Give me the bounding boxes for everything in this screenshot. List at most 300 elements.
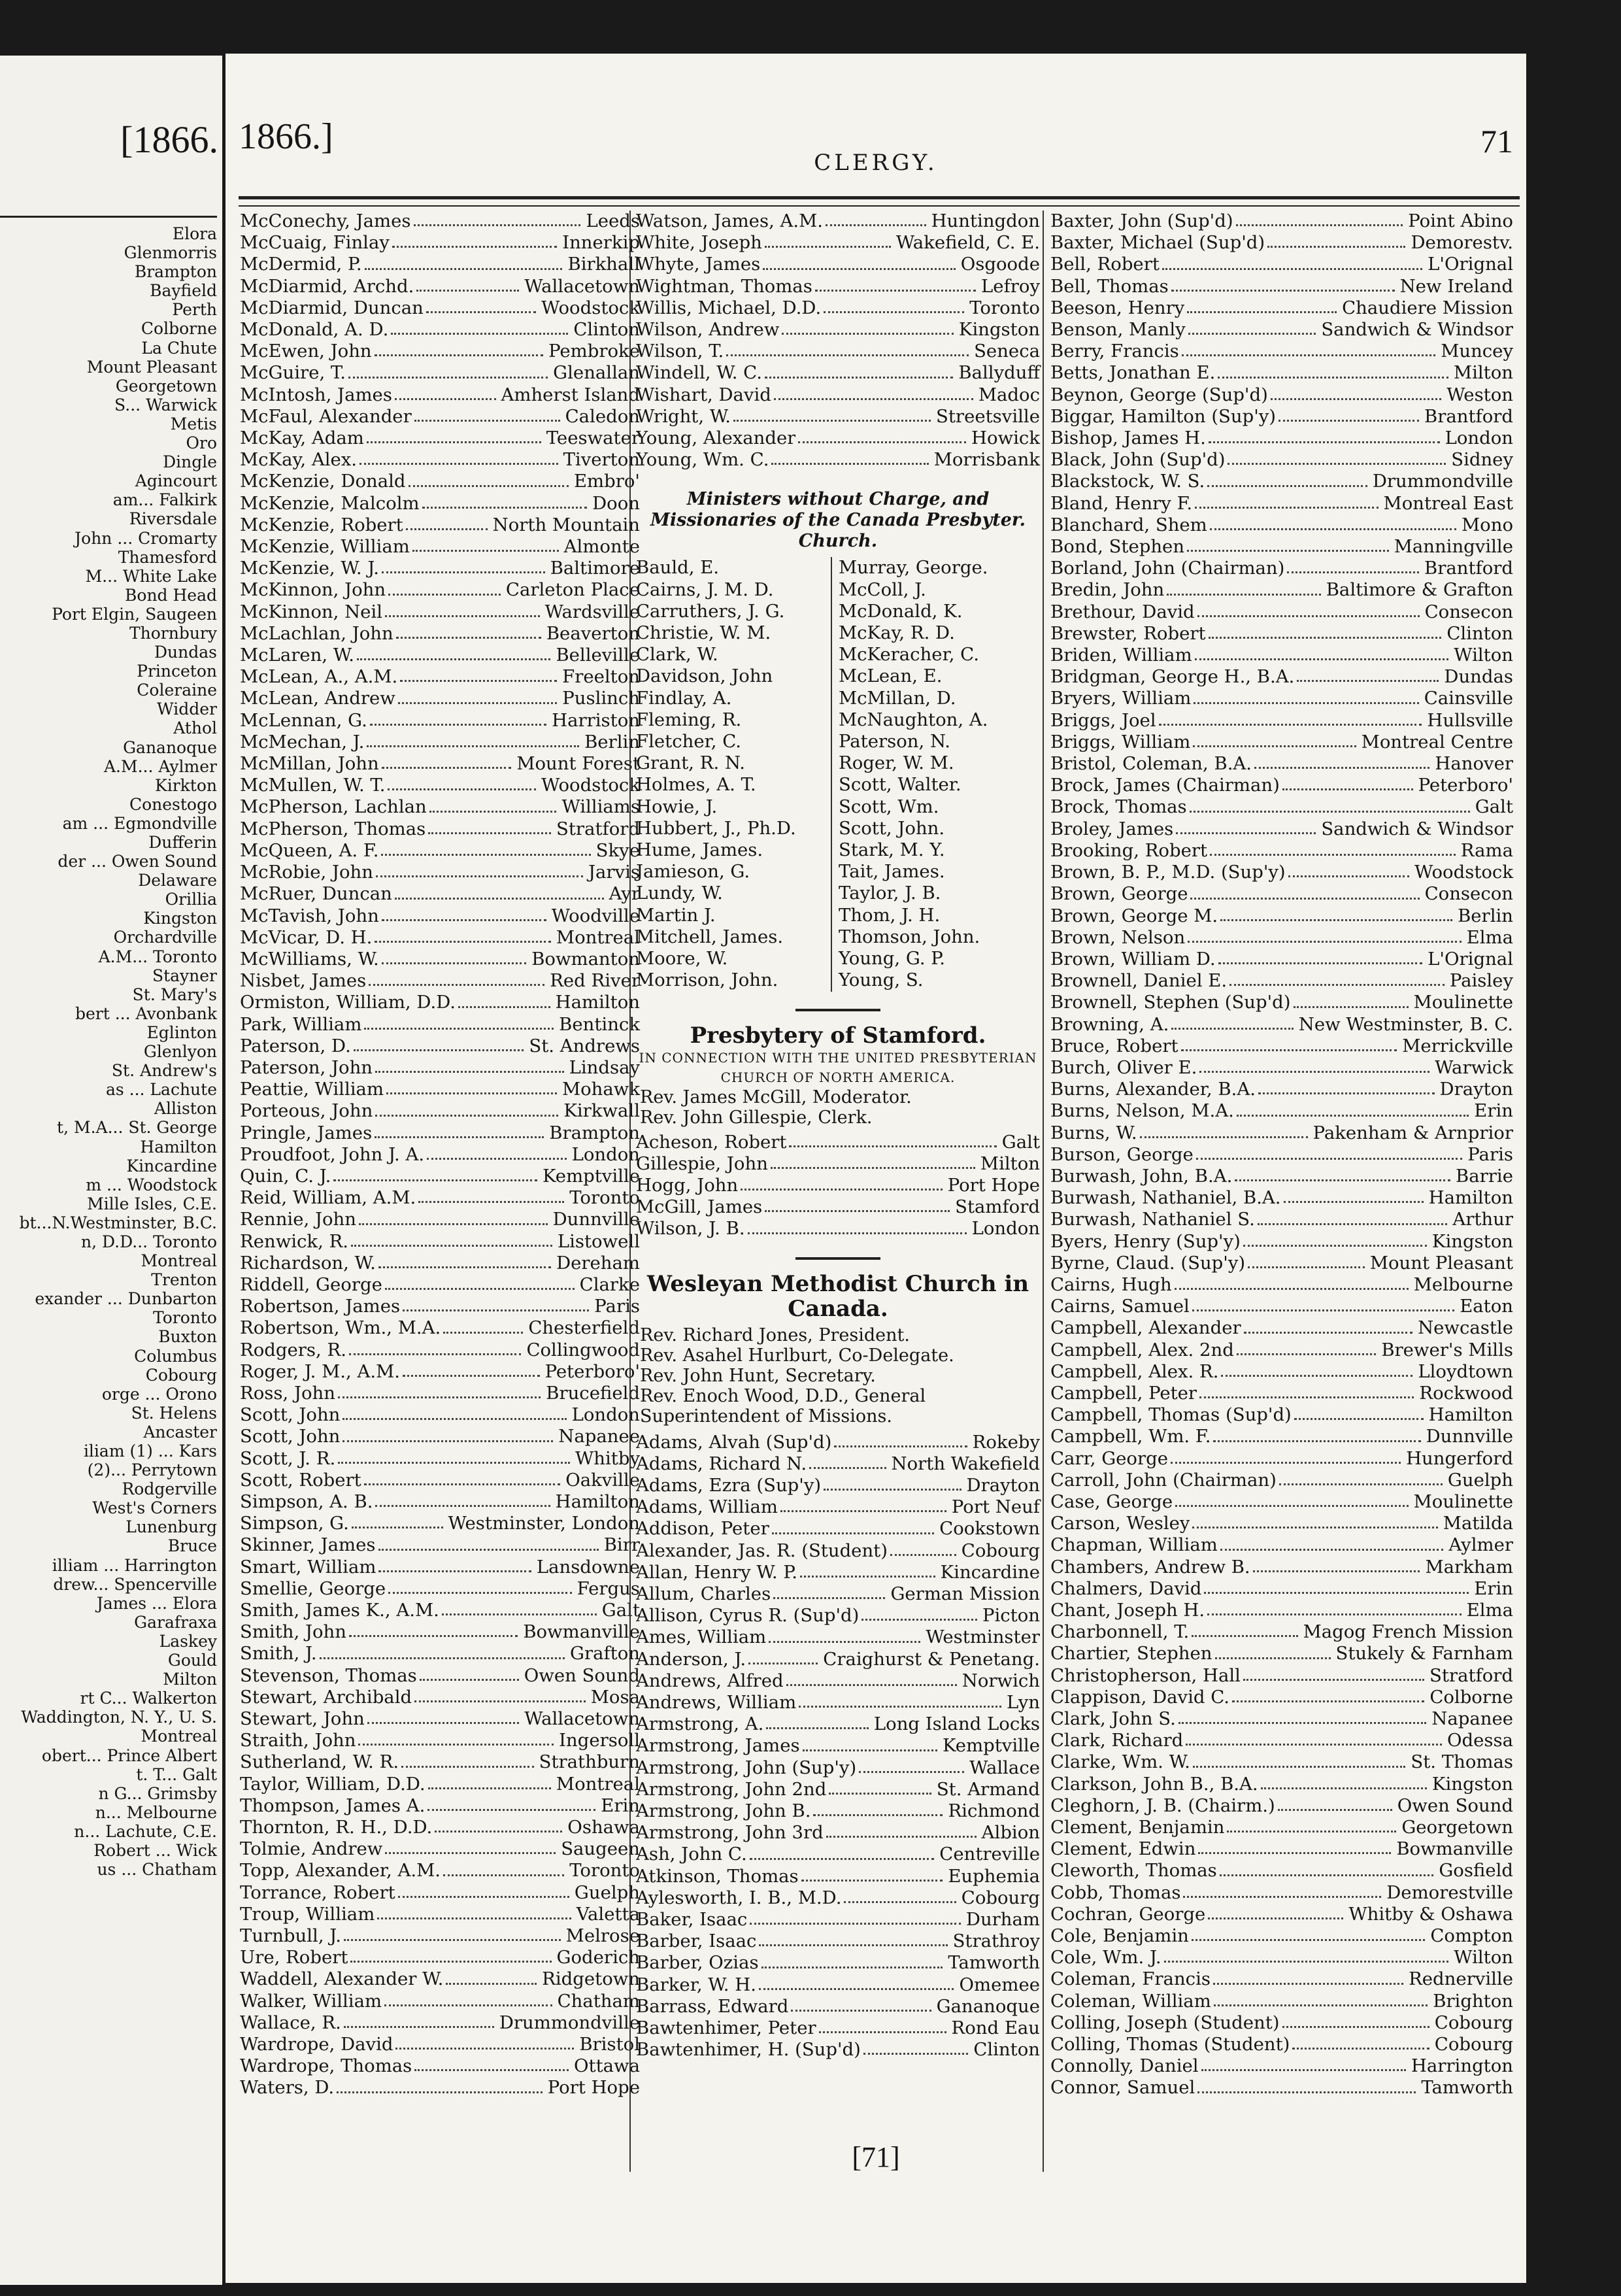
directory-entry — [240, 1621, 640, 1643]
entry-name: Torrance, Robert — [240, 1882, 395, 1903]
left-page-entry: Perth — [172, 300, 217, 320]
left-page-entry: am... Falkirk — [112, 490, 217, 510]
minister-name: Bauld, E. — [636, 557, 720, 579]
entry-name: McQueen, A. F. — [240, 839, 379, 861]
entry-place: Dunnville — [1426, 1426, 1513, 1447]
entry-place: Montreal — [556, 1773, 640, 1795]
entry-place: Ridgetown — [542, 1968, 640, 1990]
minister-name: Murray, George. — [839, 557, 988, 579]
entry-name: Allison, Cyrus R. (Sup'd) — [636, 1605, 860, 1627]
leader-dots — [320, 1643, 565, 1659]
left-page-entry: St. Helens — [131, 1403, 217, 1423]
directory-entry — [240, 1123, 640, 1144]
entry-name: Bell, Thomas — [1050, 275, 1169, 297]
directory-entry — [240, 1795, 640, 1817]
left-page-entry: Widder — [156, 700, 217, 719]
entry-place: North Wakefield — [891, 1453, 1040, 1474]
entry-place: Wardsville — [544, 601, 640, 622]
entry-place: Berlin — [1458, 905, 1513, 926]
leader-dots — [1175, 1491, 1408, 1507]
wesleyan-officer: Rev. Enoch Wood, D.D., General Superintendent of Missions. — [640, 1385, 926, 1427]
entry-name: Connolly, Daniel — [1050, 2055, 1199, 2077]
entry-name: Burwash, Nathaniel S. — [1050, 1209, 1255, 1230]
directory-entry — [1050, 232, 1513, 254]
directory-entry — [1050, 2034, 1513, 2055]
left-page-fragment — [0, 56, 222, 2285]
entry-name: Armstrong, John (Sup'y) — [636, 1757, 857, 1778]
entry-place: Kingston — [958, 319, 1040, 341]
directory-entry — [636, 1996, 1040, 2017]
entry-place: Peterboro' — [544, 1360, 640, 1382]
entry-name: Scott, J. R. — [240, 1447, 336, 1469]
entry-place: London — [1445, 428, 1513, 449]
page-header — [226, 90, 1526, 176]
leader-dots — [890, 1540, 956, 1556]
entry-place: Lyn — [1006, 1691, 1040, 1713]
entry-name: Gillespie, John — [636, 1153, 768, 1174]
directory-entry — [1050, 1774, 1513, 1795]
leader-dots — [1192, 1296, 1454, 1311]
entry-place: Paisley — [1449, 970, 1513, 992]
leader-dots — [863, 2039, 968, 2055]
directory-entry — [240, 1296, 640, 1317]
directory-entry — [240, 1036, 640, 1057]
leader-dots — [370, 710, 546, 726]
leader-dots — [343, 1404, 566, 1420]
entry-place: Caledon — [565, 405, 640, 427]
directory-entry — [1050, 1209, 1513, 1230]
left-page-entry: Gananoque — [123, 737, 217, 757]
minister-name: Thomson, John. — [839, 926, 980, 947]
leader-dots — [861, 1605, 977, 1621]
directory-entry — [240, 232, 640, 254]
entry-place: Paris — [1467, 1143, 1513, 1165]
entry-name: Windell, W. C. — [636, 362, 762, 384]
entry-name: Richardson, W. — [240, 1252, 376, 1274]
minister-name: Scott, Walter. — [839, 774, 961, 796]
entry-name: Armstrong, John 2nd — [636, 1778, 827, 1800]
entry-name: McWilliams, W. — [240, 948, 379, 970]
directory-entry — [240, 536, 640, 558]
entry-place: Stratford — [1429, 1664, 1513, 1686]
left-page-entry: m ... Woodstock — [86, 1175, 217, 1194]
leader-dots — [726, 341, 969, 356]
header-rule-thin — [239, 205, 1520, 207]
entry-place: Wakefield, C. E. — [895, 232, 1040, 254]
directory-entry — [1050, 1947, 1513, 1968]
leader-dots — [400, 666, 557, 682]
entry-place: Listowell — [557, 1230, 640, 1252]
directory-entry — [1050, 1296, 1513, 1317]
entry-place: Wilton — [1454, 645, 1513, 666]
leader-dots — [1198, 1838, 1391, 1854]
entry-name: Rennie, John — [240, 1209, 356, 1230]
directory-entry — [1050, 710, 1513, 732]
entry-name: Scott, John — [240, 1404, 341, 1426]
directory-entry — [636, 1132, 1040, 1153]
leader-dots — [382, 905, 546, 921]
entry-place: Lansdowne — [536, 1556, 640, 1578]
entry-name: Barber, Ozias — [636, 1952, 759, 1974]
entry-name: McLaren, W. — [240, 645, 355, 666]
entry-name: Bland, Henry F. — [1050, 492, 1193, 514]
entry-place: Pakenham & Arnprior — [1312, 1122, 1513, 1143]
leader-dots — [791, 1996, 931, 2012]
entry-place: Milton — [1453, 362, 1513, 384]
left-page-entry: James ... Elora — [96, 1593, 217, 1613]
entry-name: Wishart, David — [636, 384, 771, 405]
leader-dots — [759, 1931, 947, 1946]
entry-place: St. Thomas — [1411, 1751, 1513, 1773]
entry-place: Gosfield — [1439, 1860, 1513, 1882]
left-page-entry: Oro — [186, 433, 217, 453]
directory-entry — [1050, 1100, 1513, 1122]
directory-entry — [240, 1991, 640, 2012]
leader-dots — [375, 1491, 550, 1507]
minister-name: McNaughton, A. — [839, 709, 988, 730]
left-page-entry: Laskey — [159, 1631, 217, 1651]
directory-entry — [240, 211, 640, 232]
entry-place: Mohawk — [561, 1079, 640, 1100]
directory-entry — [1050, 362, 1513, 384]
entry-place: Chaudiere Mission — [1342, 297, 1513, 318]
entry-name: McEwen, John — [240, 341, 372, 362]
directory-entry — [240, 558, 640, 579]
directory-entry — [240, 883, 640, 905]
entry-place: Birkhall — [567, 254, 640, 275]
leader-dots — [376, 862, 583, 877]
entry-place: Morrisbank — [933, 449, 1040, 471]
directory-entry — [636, 232, 1040, 254]
directory-entry — [636, 1909, 1040, 1931]
leader-dots — [1221, 1361, 1412, 1377]
entry-name: Campbell, Alexander — [1050, 1317, 1241, 1339]
leader-dots — [358, 1730, 554, 1746]
entry-place: Grafton — [569, 1643, 640, 1664]
directory-entry — [1050, 297, 1513, 319]
entry-place: Point Abino — [1408, 211, 1513, 231]
leader-dots — [375, 341, 543, 356]
entry-name: Park, William — [240, 1013, 362, 1035]
directory-entry — [636, 1866, 1040, 1887]
leader-dots — [769, 1627, 920, 1642]
leader-dots — [367, 428, 541, 443]
directory-entry — [240, 840, 640, 862]
leader-dots — [384, 1991, 552, 2006]
directory-entry — [240, 362, 640, 384]
left-page-entry: Riversdale — [129, 509, 217, 529]
entry-name: Ormiston, William, D.D. — [240, 992, 456, 1013]
entry-place: Baltimore & Grafton — [1326, 579, 1513, 601]
entry-name: Byers, Henry (Sup'y) — [1050, 1230, 1241, 1252]
leader-dots — [420, 1665, 519, 1681]
directory-entry — [240, 1578, 640, 1600]
minister-name: Scott, John. — [839, 817, 945, 839]
left-page-entry: der ... Owen Sound — [58, 852, 217, 871]
leader-dots — [350, 1947, 551, 1963]
leader-dots — [1235, 1166, 1450, 1181]
entry-place: Hullsville — [1427, 709, 1513, 731]
left-page-entry: Glenlyon — [143, 1042, 217, 1062]
leader-dots — [391, 319, 568, 335]
entry-name: Wilson, J. B. — [636, 1218, 745, 1240]
entry-place: Weston — [1446, 384, 1513, 405]
entry-place: Galt — [1475, 796, 1513, 818]
leader-dots — [780, 1496, 946, 1512]
directory-entry — [636, 1931, 1040, 1952]
leader-dots — [1213, 1968, 1403, 1984]
directory-entry — [1050, 1404, 1513, 1426]
entry-name: Simpson, A. B. — [240, 1491, 373, 1512]
entry-place: Odessa — [1446, 1730, 1513, 1751]
entry-place: German Mission — [890, 1583, 1040, 1604]
entry-name: Brown, William D. — [1050, 948, 1216, 970]
entry-place: Wilton — [1454, 1947, 1513, 1968]
entry-place: Sandwich & Windsor — [1321, 319, 1513, 341]
left-page-entry: Hamilton — [140, 1137, 217, 1156]
leader-dots — [427, 1795, 595, 1811]
left-page-entry: bt...N.Westminster, B.C. — [19, 1213, 217, 1232]
entry-name: Colling, Joseph (Student) — [1050, 2012, 1280, 2033]
directory-entry — [636, 1757, 1040, 1779]
leader-dots — [1278, 1795, 1392, 1811]
left-page-year: [1866. — [120, 118, 218, 161]
stamford-clerk: Rev. John Gillespie, Clerk. — [640, 1107, 873, 1128]
entry-place: Dundas — [1444, 666, 1513, 688]
entry-name: Robertson, James — [240, 1296, 401, 1317]
entry-name: Cobb, Thomas — [1050, 1882, 1181, 1903]
entry-name: Nisbet, James — [240, 970, 367, 992]
entry-place: Melrose — [565, 1925, 640, 1947]
entry-name: Simpson, G. — [240, 1513, 349, 1534]
leader-dots — [422, 493, 588, 509]
directory-entry — [636, 319, 1040, 341]
entry-place: Kemptville — [942, 1735, 1040, 1757]
entry-place: Tamworth — [948, 1952, 1040, 1974]
entry-name: Riddell, George — [240, 1274, 382, 1295]
entry-place: Drayton — [966, 1474, 1040, 1496]
entry-place: Hanover — [1435, 753, 1513, 775]
directory-entry — [1050, 211, 1513, 232]
left-page-entry: Lunenburg — [125, 1517, 217, 1537]
entry-place: Seneca — [974, 341, 1040, 362]
entry-place: Leeds — [586, 211, 640, 231]
entry-name: Christopherson, Hall — [1050, 1664, 1241, 1686]
left-page-entry: Ancaster — [143, 1422, 217, 1442]
leader-dots — [414, 1687, 586, 1702]
entry-place: Chatham — [557, 1990, 640, 2012]
entry-place: Glenallan — [553, 362, 640, 384]
directory-entry — [1050, 428, 1513, 449]
entry-name: Clarkson, John B., B.A. — [1050, 1773, 1258, 1795]
leader-dots — [1248, 1253, 1365, 1268]
entry-name: Armstrong, James — [636, 1735, 800, 1757]
directory-entry — [1050, 1187, 1513, 1209]
directory-entry — [240, 579, 640, 601]
entry-name: Robertson, Wm., M.A. — [240, 1317, 441, 1339]
entry-name: Cairns, Samuel — [1050, 1296, 1190, 1317]
entry-name: McIntosh, James — [240, 384, 392, 405]
leader-dots — [1199, 1383, 1414, 1398]
minister-name: Howie, J. — [636, 796, 718, 817]
directory-entry — [240, 1882, 640, 1904]
left-page-entry: Alliston — [154, 1099, 217, 1119]
entry-place: Kirkwall — [563, 1100, 640, 1122]
entry-place: Hungerford — [1406, 1447, 1513, 1469]
directory-entry — [1050, 1470, 1513, 1491]
entry-place: Long Island Locks — [873, 1714, 1040, 1735]
entry-place: Brantford — [1424, 558, 1513, 579]
left-page-entry: Port Elgin, Saugeen — [52, 604, 217, 624]
entry-name: Thornton, R. H., D.D. — [240, 1817, 433, 1838]
directory-entry — [636, 1453, 1040, 1475]
leader-dots — [378, 1253, 551, 1268]
entry-place: Manningville — [1394, 536, 1513, 558]
directory-entry — [240, 406, 640, 428]
entry-place: Mount Pleasant — [1369, 1252, 1513, 1274]
entry-place: Arthur — [1452, 1209, 1513, 1230]
leader-dots — [809, 1453, 886, 1469]
directory-entry — [636, 2017, 1040, 2039]
entry-place: Wallacetown — [524, 275, 640, 297]
entry-place: Colborne — [1429, 1686, 1513, 1708]
entry-place: Mono — [1462, 514, 1513, 535]
entry-name: Proudfoot, John J. A. — [240, 1143, 425, 1165]
leader-dots — [1215, 1643, 1331, 1659]
leader-dots — [385, 1274, 575, 1290]
wesleyan-title: Wesleyan Methodist Church in Canada. — [646, 1270, 1029, 1322]
directory-entry — [1050, 558, 1513, 579]
entry-name: McMullen, W. T. — [240, 775, 386, 796]
leader-dots — [1164, 1947, 1449, 1963]
leader-dots — [1220, 1534, 1444, 1550]
entry-name: Connor, Samuel — [1050, 2077, 1195, 2099]
entry-place: St. Andrews — [529, 1035, 640, 1056]
entry-place: Clinton — [573, 319, 640, 341]
entry-name: Brown, B. P., M.D. (Sup'y) — [1050, 862, 1286, 883]
ministers-list — [636, 557, 1040, 991]
leader-dots — [395, 2034, 574, 2050]
entry-name: Beeson, Henry — [1050, 297, 1185, 318]
directory-entry — [1050, 601, 1513, 623]
page-title: CLERGY. — [814, 150, 938, 176]
left-page-entry: Robert ... Wick — [93, 1840, 217, 1860]
leader-dots — [357, 645, 550, 660]
entry-place: Cobourg — [1434, 2012, 1513, 2033]
left-page-entry: Conestogo — [129, 794, 217, 814]
entry-place: Newcastle — [1418, 1317, 1513, 1339]
left-page-entry: Elora — [172, 224, 217, 243]
left-page-entry: Toronto — [153, 1308, 217, 1328]
minister-name: Moore, W. — [636, 948, 728, 970]
leader-dots — [1292, 2034, 1429, 2050]
left-page-entry: Bruce — [167, 1536, 217, 1556]
left-page-entry: M... White Lake — [85, 566, 217, 586]
entry-place: Bristol — [579, 2034, 640, 2055]
entry-name: Roger, J. M., A.M. — [240, 1360, 401, 1382]
directory-entry — [636, 1800, 1040, 1822]
directory-entry — [240, 1144, 640, 1166]
entry-name: Willis, Michael, D.D. — [636, 297, 822, 318]
leader-dots — [1282, 2012, 1429, 2028]
entry-name: Smith, John — [240, 1621, 346, 1643]
left-page-entry: Montreal — [141, 1727, 217, 1746]
stamford-title: Presbytery of Stamford. — [690, 1022, 986, 1049]
entry-name: Stewart, John — [240, 1708, 365, 1730]
leader-dots — [1197, 601, 1420, 617]
entry-name: Blackstock, W. S. — [1050, 471, 1205, 492]
leader-dots — [1167, 579, 1320, 595]
entry-name: Bawtenhimer, H. (Sup'd) — [636, 2039, 861, 2061]
entry-place: Howick — [971, 428, 1040, 449]
leader-dots — [1207, 471, 1367, 486]
directory-entry — [1050, 1361, 1513, 1383]
left-page-entry: Cobourg — [145, 1365, 217, 1385]
leader-dots — [1214, 1991, 1428, 2006]
entry-name: McKay, Adam — [240, 428, 364, 449]
leader-dots — [1209, 623, 1442, 639]
directory-entry — [1050, 796, 1513, 818]
entry-name: McKenzie, Malcolm — [240, 492, 420, 514]
directory-entry — [240, 2055, 640, 2077]
directory-entry — [1050, 1708, 1513, 1730]
directory-entry — [1050, 406, 1513, 428]
left-page-entry: rt C... Walkerton — [80, 1689, 217, 1708]
leader-dots — [733, 406, 931, 422]
leader-dots — [1183, 1882, 1381, 1898]
minister-name: Findlay, A. — [636, 687, 732, 709]
directory-entry — [240, 1426, 640, 1447]
entry-place: Clarke — [579, 1274, 640, 1295]
entry-place: Streetsville — [936, 405, 1040, 427]
entry-place: Chesterfield — [528, 1317, 640, 1339]
directory-entry — [1050, 1274, 1513, 1296]
entry-name: Clappison, David C. — [1050, 1686, 1230, 1708]
leader-dots — [414, 2055, 569, 2071]
directory-entry — [1050, 1166, 1513, 1187]
directory-entry — [240, 2077, 640, 2099]
directory-entry — [636, 1887, 1040, 1909]
entry-place: Moulinette — [1413, 1491, 1513, 1512]
leader-dots — [343, 1426, 553, 1442]
directory-entry — [636, 276, 1040, 297]
left-page-entry: t. T... Galt — [136, 1764, 217, 1784]
entry-place: Drummondville — [499, 2012, 640, 2033]
leader-dots — [364, 1470, 560, 1485]
leader-dots — [337, 2077, 543, 2093]
entry-name: Chartier, Stephen — [1050, 1643, 1212, 1664]
directory-entry — [240, 1253, 640, 1274]
entry-place: Montreal Centre — [1361, 731, 1513, 752]
leader-dots — [1171, 1448, 1401, 1464]
entry-name: Young, Wm. C. — [636, 449, 769, 471]
entry-name: Paterson, John — [240, 1056, 373, 1078]
entry-place: Red River — [550, 970, 640, 992]
leader-dots — [798, 428, 966, 443]
leader-dots — [1176, 819, 1316, 834]
leader-dots — [799, 1692, 1001, 1708]
leader-dots — [772, 1518, 934, 1534]
directory-entry — [636, 1974, 1040, 1996]
leader-dots — [750, 1909, 961, 1925]
left-page-entry: Bond Head — [125, 585, 217, 605]
leader-dots — [1201, 2055, 1406, 2071]
column-divider — [629, 211, 631, 2172]
directory-entry — [636, 211, 1040, 232]
leader-dots — [1243, 1665, 1424, 1681]
entry-place: Freelton — [562, 666, 640, 688]
directory-entry — [240, 927, 640, 949]
